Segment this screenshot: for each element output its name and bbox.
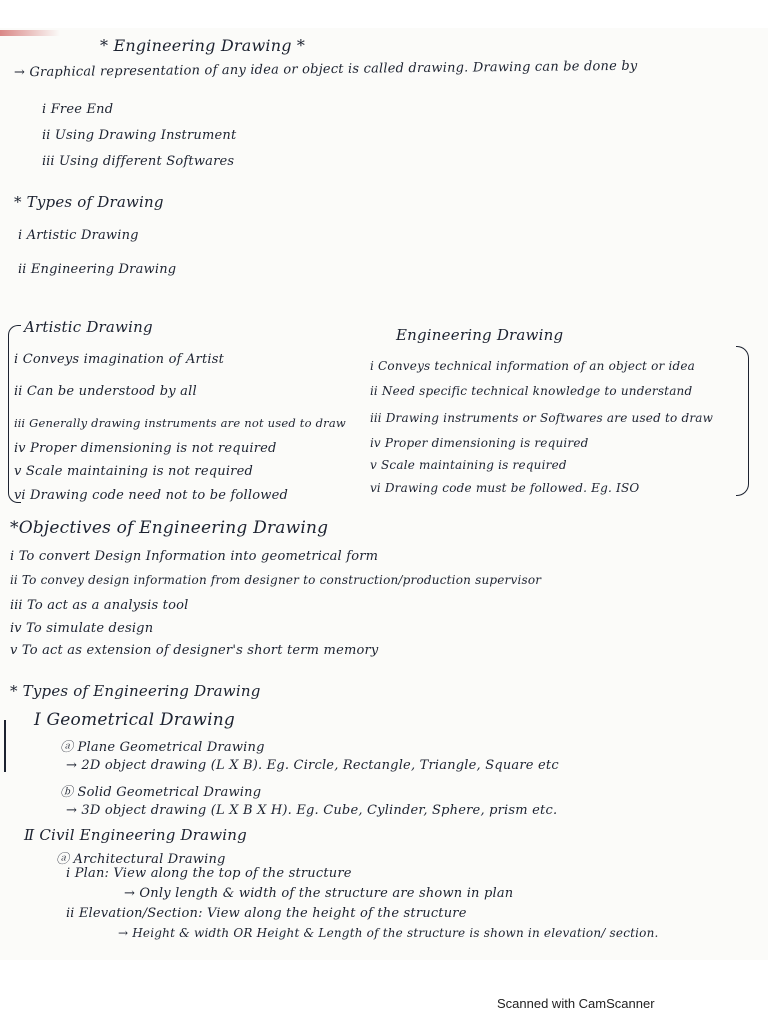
elevation-description: → Height & width OR Height & Length of the structure is shown in elevation/ section. [118,926,659,940]
engineering-point: ⅱ Need specific technical knowledge to understand [370,384,693,398]
geometrical-heading: Ⅰ Geometrical Drawing [34,710,235,730]
artistic-point: ⅱ Can be understood by all [14,384,197,399]
eng-types-heading: * Types of Engineering Drawing [10,682,261,700]
scanner-watermark: Scanned with CamScanner [497,996,655,1011]
objective-item: ⅳ To simulate design [10,621,154,636]
margin-line [4,720,6,772]
plan-description: → Only length & width of the structure are shown in plan [124,886,514,901]
engineering-heading: Engineering Drawing [396,326,564,344]
engineering-point: ⅲ Drawing instruments or Softwares are used to draw [370,411,714,425]
type-item: ⅰ Artistic Drawing [18,228,139,243]
plane-description: → 2D object drawing (L X B). Eg. Circle, Rectangle, Triangle, Square etc [66,758,559,773]
page-title: * Engineering Drawing * [100,36,306,55]
solid-description: → 3D object drawing (L X B X H). Eg. Cube, Cylinder, Sphere, prism etc. [66,803,558,818]
red-ink-mark [0,30,60,36]
engineering-point: ⅳ Proper dimensioning is required [370,436,589,450]
artistic-heading: Artistic Drawing [24,318,153,336]
right-brace [736,346,749,496]
artistic-point: ⅲ Generally drawing instruments are not used to draw [14,416,346,430]
types-heading: * Types of Drawing [14,193,164,211]
elevation-item: ⅱ Elevation/Section: View along the height of the structure [66,906,467,921]
objective-item: ⅱ To convey design information from designer to construction/production supervisor [10,573,542,587]
objectives-heading: *Objectives of Engineering Drawing [10,518,329,538]
objective-item: ⅲ To act as a analysis tool [10,598,189,613]
engineering-point: ⅴ Scale maintaining is required [370,458,567,472]
artistic-point: ⅰ Conveys imagination of Artist [14,352,225,367]
civil-heading: Ⅱ Civil Engineering Drawing [24,826,247,844]
objective-item: ⅴ To act as extension of designer's short term memory [10,643,379,658]
artistic-point: ⅴ Scale maintaining is not required [14,464,254,479]
artistic-point: ⅳ Proper dimensioning is not required [14,441,277,456]
method-item: ⅰ Free End [42,102,114,117]
architectural-heading: ⓐ Architectural Drawing [56,852,226,867]
engineering-point: ⅵ Drawing code must be followed. Eg. ISO [370,481,640,495]
engineering-point: ⅰ Conveys technical information of an object or idea [370,359,696,373]
objective-item: ⅰ To convert Design Information into geometrical form [10,549,379,564]
plan-item: ⅰ Plan: View along the top of the structure [66,866,352,881]
method-item: ⅱ Using Drawing Instrument [42,128,237,143]
type-item: ⅱ Engineering Drawing [18,262,177,277]
artistic-point: ⅵ Drawing code need not to be followed [14,488,289,503]
solid-heading: ⓑ Solid Geometrical Drawing [60,785,262,800]
method-item: ⅲ Using different Softwares [42,154,235,169]
plane-heading: ⓐ Plane Geometrical Drawing [60,740,265,755]
intro-definition: → Graphical representation of any idea or object is called drawing. Drawing can be done by [13,58,638,81]
